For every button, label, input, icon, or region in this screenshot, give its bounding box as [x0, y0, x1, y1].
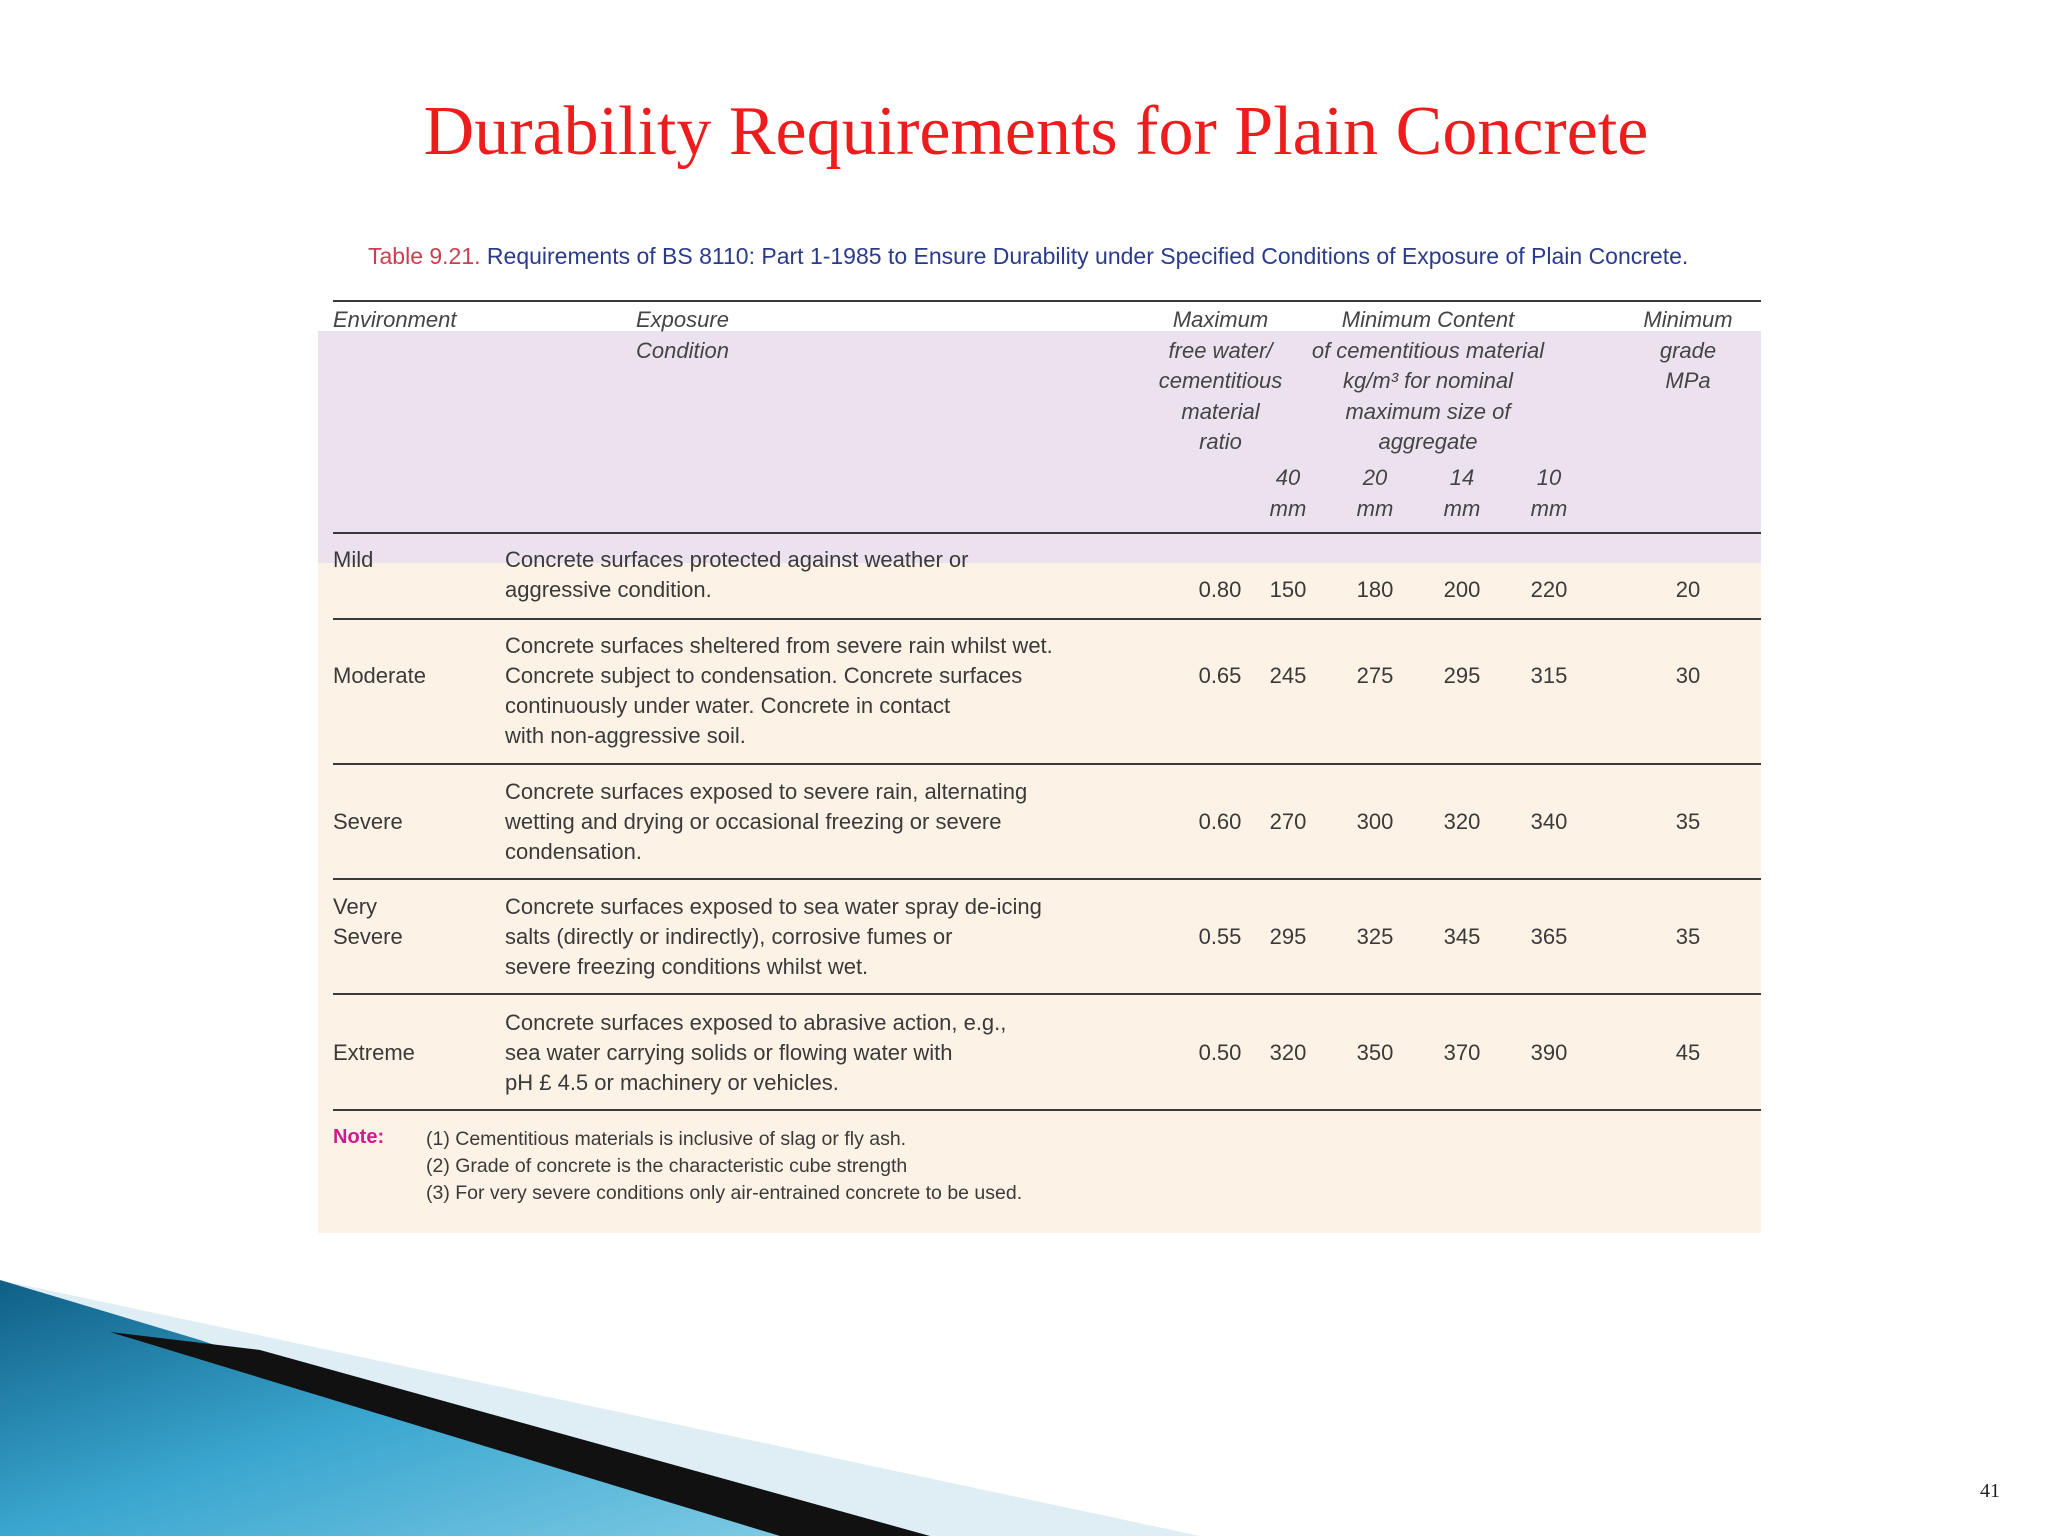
row-ratio: 0.80 [1198, 577, 1242, 602]
row-content-20: 275 [1356, 663, 1394, 688]
row-ratio: 0.55 [1198, 924, 1242, 949]
row-grade: 45 [1675, 1040, 1701, 1065]
row-content-10: 340 [1530, 809, 1568, 834]
table-caption-text: Requirements of BS 8110: Part 1-1985 to Ensure Durability under Specified Conditions of Exposure of Plain Concrete. [486, 243, 1689, 269]
slide-title: Durability Requirements for Plain Concrete [423, 93, 1649, 170]
header-ratio: Maximum free water/ cementitious material ratio [1158, 307, 1283, 454]
header-environment: Environment [333, 307, 457, 332]
row-grade: 30 [1675, 663, 1701, 688]
row-environment: Moderate [333, 663, 426, 688]
header-grade: Minimum grade MPa [1643, 307, 1733, 393]
row-divider [333, 878, 1761, 880]
note-item: (2) Grade of concrete is the characteristic cube strength [426, 1155, 908, 1177]
row-content-20: 180 [1356, 577, 1394, 602]
row-content-40: 320 [1269, 1040, 1307, 1065]
row-content-10: 365 [1530, 924, 1568, 949]
table-top-rule [333, 300, 1761, 302]
row-condition: Concrete surfaces protected against weather or aggressive condition. [505, 547, 969, 602]
row-content-14: 345 [1443, 924, 1481, 949]
row-content-40: 245 [1269, 663, 1307, 688]
note-label: Note: [333, 1126, 385, 1148]
table-bottom-rule [333, 1109, 1761, 1111]
row-ratio: 0.50 [1198, 1040, 1242, 1065]
row-content-10: 390 [1530, 1040, 1568, 1065]
header-size-14: 14 mm [1443, 465, 1481, 521]
row-content-20: 350 [1356, 1040, 1394, 1065]
note-item: (3) For very severe conditions only air-entrained concrete to be used. [426, 1182, 1023, 1204]
row-content-14: 370 [1443, 1040, 1481, 1065]
table-number: Table 9.21. [368, 243, 481, 269]
page-number: 41 [1980, 1480, 2000, 1502]
header-min-content: Minimum Content of cementitious material kg/m³ for nominal maximum size of aggregate [1311, 307, 1545, 454]
decorative-swoosh [0, 1280, 2048, 1536]
row-environment: Extreme [333, 1040, 415, 1065]
row-grade: 35 [1675, 809, 1701, 834]
row-grade: 20 [1675, 577, 1701, 602]
durability-table [318, 300, 1761, 1233]
row-content-14: 320 [1443, 809, 1481, 834]
row-condition: Concrete surfaces exposed to severe rain, alternating wetting and drying or occasional freezing or severe condensation. [505, 779, 1028, 864]
header-size-10: 10 mm [1530, 465, 1568, 521]
row-content-40: 270 [1269, 809, 1307, 834]
note-item: (1) Cementitious materials is inclusive of slag or fly ash. [426, 1128, 907, 1150]
row-content-10: 315 [1530, 663, 1568, 688]
row-environment: Mild [333, 547, 374, 572]
row-content-20: 300 [1356, 809, 1394, 834]
row-divider [333, 993, 1761, 995]
row-environment: Very Severe [333, 894, 403, 949]
row-content-10: 220 [1530, 577, 1568, 602]
row-ratio: 0.65 [1198, 663, 1242, 688]
row-content-20: 325 [1356, 924, 1394, 949]
row-environment: Severe [333, 809, 403, 834]
header-exposure: Exposure Condition [636, 307, 729, 363]
row-condition: Concrete surfaces exposed to sea water spray de-icing salts (directly or indirectly), corrosive fumes or severe freezing conditions whilst wet. [505, 894, 1042, 979]
header-bottom-rule [333, 532, 1761, 534]
header-size-20: 20 mm [1356, 465, 1394, 521]
row-content-40: 150 [1269, 577, 1307, 602]
row-divider [333, 763, 1761, 765]
row-divider [333, 618, 1761, 620]
row-ratio: 0.60 [1198, 809, 1242, 834]
header-size-40: 40 mm [1269, 465, 1307, 521]
table-caption [368, 243, 1688, 270]
row-condition: Concrete surfaces sheltered from severe rain whilst wet. Concrete subject to condensation. Concrete surfaces continuously under water. Concrete in contact with non-aggressive soil. [505, 633, 1053, 748]
row-content-40: 295 [1269, 924, 1307, 949]
row-content-14: 295 [1443, 663, 1481, 688]
row-condition: Concrete surfaces exposed to abrasive action, e.g., sea water carrying solids or flowing water with pH £ 4.5 or machinery or vehicles. [505, 1010, 1007, 1095]
row-grade: 35 [1675, 924, 1701, 949]
row-content-14: 200 [1443, 577, 1481, 602]
